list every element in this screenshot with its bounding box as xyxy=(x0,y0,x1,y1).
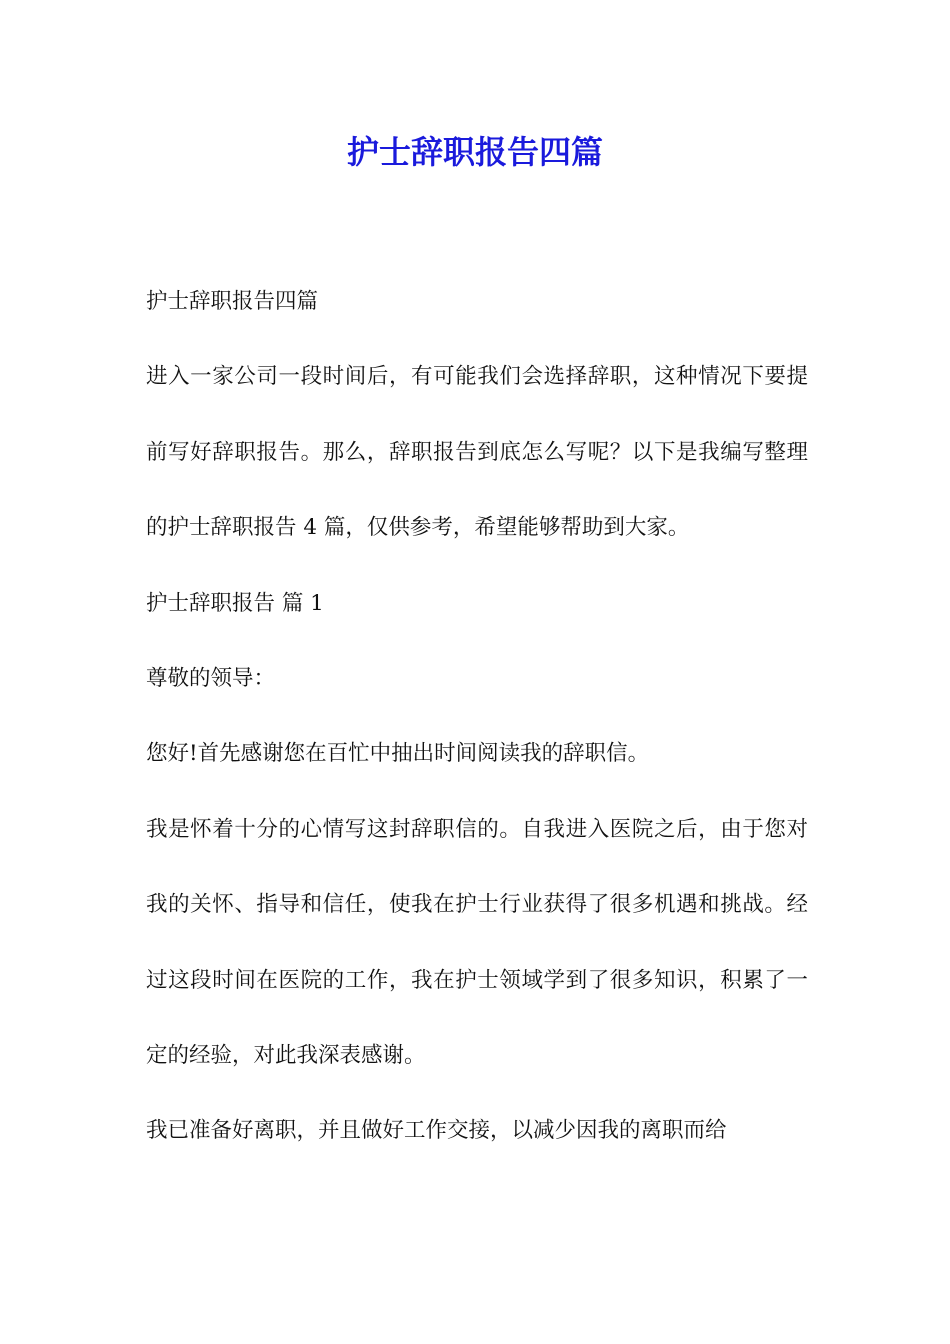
paragraph-heading: 护士辞职报告四篇 xyxy=(146,289,319,314)
paragraph-greeting: 您好!首先感谢您在百忙中抽出时间阅读我的辞职信。 xyxy=(146,741,650,767)
paragraph-body-2: 我已准备好离职，并且做好工作交接，以减少因我的离职而给 xyxy=(146,1118,727,1144)
paragraph-intro: 进入一家公司一段时间后，有可能我们会选择辞职，这种情况下要提前写好辞职报告。那么，辞职报告到底怎么写呢？以下是我编写整理的护士辞职报告 4 篇，仅供参考，希望能够帮助到大家。 xyxy=(146,364,808,541)
paragraph-body-1: 我是怀着十分的心情写这封辞职信的。自我进入医院之后，由于您对我的关怀、指导和信任，使我在护士行业获得了很多机遇和挑战。经过这段时间在医院的工作，我在护士领域学到了很多知识，积累了一定的经验，对此我深表感谢。 xyxy=(146,816,808,1069)
paragraph-section-title: 护士辞职报告 篇 1 xyxy=(146,590,324,616)
document-body xyxy=(146,264,808,1169)
document-title: 护士辞职报告四篇 xyxy=(346,133,603,171)
paragraph-salutation: 尊敬的领导： xyxy=(146,666,276,692)
